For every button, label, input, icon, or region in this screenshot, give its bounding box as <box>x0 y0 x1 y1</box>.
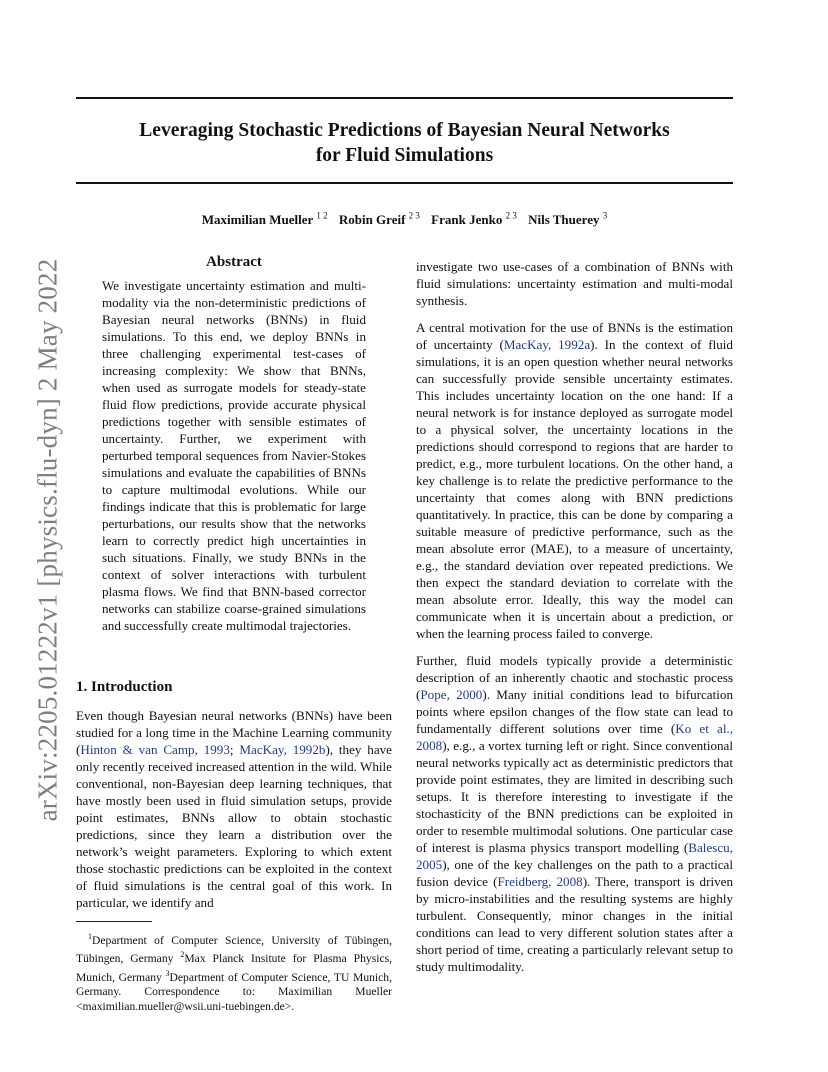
footnote-divider <box>76 921 152 922</box>
paper-title <box>76 118 733 168</box>
citation-link[interactable]: MacKay, 1992a <box>503 337 591 352</box>
abstract-text: We investigate uncertainty estimation and multi-modality via the non-deterministic predictions of Bayesian neural networks (BNNs) in fluid simulations. To this end, we deploy BNNs in three challenging experimental test-cases of increasing complexity: We show that BNNs, when used as surrogate models for steady-state fluid flow predictions, provide accurate physical predictions together with sensible estimates of uncertainty. Further, we experiment with perturbed temporal sequences from Navier-Stokes simulations and evaluate the capabilities of BNNs to capture multimodal evolutions. While our findings indicate that this is problematic for large perturbations, our results show that the networks learn to correctly predict high uncertainties in such situations. Finally, we study BNNs in the context of solver interactions with turbulent plasma flows. We find that BNN-based corrector networks can stabilize coarse-grained simulations and successfully create multimodal trajectories. <box>102 278 366 633</box>
citation-link[interactable]: Freidberg, 2008 <box>497 874 583 889</box>
affiliation-mark: 2 3 <box>505 211 517 221</box>
body-paragraph: Further, fluid models typically provide a deterministic description of an inherently chaotic and stochastic process (Pope, 2000). Many initial conditions lead to bifurcation points where epsilon changes of the flow state can lead to fundamentally different solutions over time (Ko et al., 2008), e.g., a vortex turning left or right. Since conventional neural networks typically act as deterministic predictors that provide point estimates, they are limited in describing such setups. It is therefore interesting to investigate if the stochasticity of the BNN predictions can be exploited in order to resemble multimodal solutions. One particular case of interest is plasma physics transport modelling (Balescu, 2005), one of the key challenges on the path to a practical fusion device (Freidberg, 2008). There, transport is driven by micro-instabilities and the resulting systems are highly turbulent. Consequently, minor changes in the initial conditions can lead to very different solution states after a short period of time, creating a particularly relevant setup to study multimodality. <box>416 653 733 974</box>
arxiv-stamp: arXiv:2205.01222v1 [physics.flu-dyn] 2 May 2022 <box>32 258 63 822</box>
citation-link[interactable]: MacKay, 1992b <box>239 742 326 757</box>
body-paragraph: A central motivation for the use of BNNs is the estimation of uncertainty (MacKay, 1992a). In the context of fluid simulations, it is an open question whether neural networks can successfully provide sensible uncertainty estimates. This includes uncertainty location on the one hand: If a neural network is for instance deployed as surrogate model to a physical solver, the uncertainty locations in the predictions should correspond to regions that are harder to predict, e.g., more turbulent locations. On the other hand, a key challenge is to relate the predictive performance to the uncertainty that comes along with BNN predictions quantitatively. In practice, this can be done by comparing a suitable measure of predictive performance, such as the mean absolute error (MAE), to a measure of uncertainty, e.g., the standard deviation over repeated predictions. We then expect the standard deviation to correlate with the mean absolute error. Ideally, this way the model can communicate when it is uncertain about a prediction, or when the learning process failed to converge. <box>416 320 733 641</box>
title-line-1: Leveraging Stochastic Predictions of Bayesian Neural Networks <box>139 120 670 141</box>
affiliation-mark: 1 2 <box>316 211 328 221</box>
author: Robin Greif $^{2 3}$ <box>338 211 420 228</box>
introduction-heading: 1. Introduction <box>76 679 173 695</box>
bottom-title-rule <box>76 182 733 184</box>
right-column <box>416 258 733 985</box>
affiliation-mark: 2 3 <box>408 211 420 221</box>
affiliation-mark: 3 <box>602 211 608 221</box>
author: Maximilian Mueller $^{1 2}$ <box>201 211 328 228</box>
top-rule <box>76 97 733 99</box>
author-list <box>76 211 733 228</box>
title-line-2: for Fluid Simulations <box>315 145 494 166</box>
citation-link[interactable]: Balescu, 2005 <box>416 840 733 872</box>
author: Frank Jenko $^{2 3}$ <box>431 211 517 228</box>
citation-link[interactable]: Pope, 2000 <box>420 687 483 702</box>
abstract-heading: Abstract <box>206 254 262 270</box>
body-paragraph: investigate two use-cases of a combination of BNNs with fluid simulations: uncertainty estimation and multi-modal synthesis. <box>416 259 733 308</box>
citation-link[interactable]: Hinton & van Camp, 1993 <box>80 742 230 757</box>
author: Nils Thuerey $^3$ <box>528 211 608 228</box>
intro-paragraph: Even though Bayesian neural networks (BNNs) have been studied for a long time in the Machine Learning community (Hinton & van Camp, 1993; MacKay, 1992b), they have only recently received increased attention in the wild. While conventional, non-Bayesian deep learning techniques, that have mostly been used in fluid simulation setups, provide point estimates, BNNs allow to obtain stochastic predictions, since they learn a distribution over the network’s weight parameters. Exploring to which extent those stochastic predictions can be exploited in the context of fluid simulations is the central goal of this work. In particular, we identify and <box>76 708 392 910</box>
affiliation-footnote: $^1$Department of Computer Science, University of Tübingen, Tübingen, Germany $^2$Max Planck Insitute for Plasma Physics, Munich, Germany $^3$Department of Computer Science, TU Munich, Germany. Correspondence to: Maximilian Mueller <maximilian.mueller@wsii.uni-tuebingen.de>. <box>76 932 392 1013</box>
left-column <box>76 254 392 1014</box>
citation-link[interactable]: Ko et al., 2008 <box>416 721 733 753</box>
